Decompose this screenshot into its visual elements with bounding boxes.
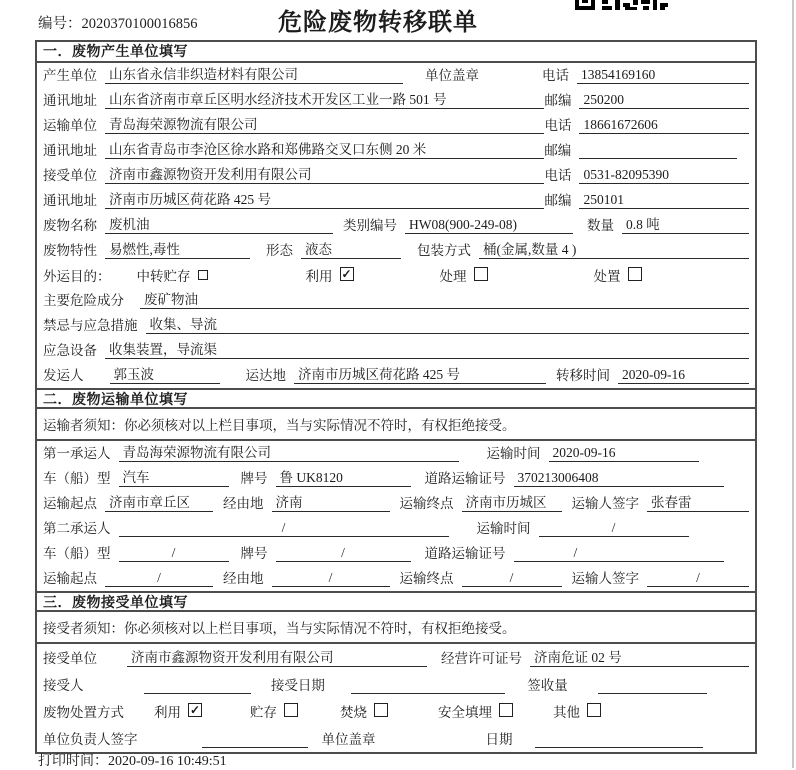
- row-hazard-component: [37, 288, 755, 313]
- producer-unit-label: 产生单位: [43, 68, 97, 83]
- receive-unit-value: 济南市鑫源物资开发利用有限公司: [127, 650, 427, 667]
- quantity-label: 数量: [587, 218, 614, 233]
- receiver-zip-value: 250101: [579, 192, 749, 209]
- row-receiver-person: [37, 671, 755, 698]
- receiver-person-label: 接受人: [43, 678, 84, 693]
- producer-zip-value: 250200: [579, 92, 749, 109]
- transfer-time-value: 2020-09-16: [618, 367, 749, 384]
- producer-unit-value: 山东省永信非织造材料有限公司: [105, 67, 403, 84]
- option-label: 安全填埋: [438, 704, 492, 720]
- option-label: 利用: [305, 268, 333, 284]
- row-waste-property: [37, 238, 755, 263]
- transport-purpose-label: 外运目的：: [43, 268, 111, 284]
- form-state-value: 液态: [301, 242, 401, 259]
- row-vehicle2: [37, 541, 755, 566]
- receiver-person-value: [144, 678, 251, 694]
- checkbox-mark: [629, 268, 641, 280]
- quantity-value: 0.8 吨: [622, 217, 749, 234]
- option-label: 中转贮存: [136, 268, 191, 284]
- transporter-zip-label: 邮编: [544, 143, 572, 158]
- transporter-phone-label: 电话: [544, 118, 572, 133]
- carrier-sign2-value: /: [647, 570, 749, 587]
- vehicle-type2-value: /: [119, 545, 229, 562]
- disposal-option-incinerate: [340, 701, 388, 721]
- qr-code-icon: [575, 0, 670, 11]
- row-waste-name: [37, 213, 755, 238]
- option-label: 焚烧: [340, 704, 367, 720]
- packaging-value: 桶(金属,数量 4 ): [479, 242, 749, 259]
- section2-header: 二．废物运输单位填写: [37, 388, 755, 409]
- destination-value: 济南市历城区荷花路 425 号: [294, 367, 546, 384]
- receive-date-label: 接受日期: [270, 678, 325, 693]
- destination-label: 运达地: [245, 368, 286, 383]
- receipt-amount-value: [598, 678, 707, 694]
- row-vehicle1: [37, 466, 755, 491]
- plate-no1-label: 牌号: [240, 471, 268, 486]
- option-label: 处理: [439, 268, 467, 284]
- row-emergency-equipment: [37, 338, 755, 363]
- hazard-component-label: 主要危险成分: [43, 293, 124, 308]
- transport-time2-label: 运输时间: [476, 521, 531, 536]
- checkbox-mark: ✓: [189, 702, 201, 717]
- receiver-phone-value: 0531-82095390: [579, 167, 749, 184]
- checkbox-disposal-incinerate: [374, 703, 388, 717]
- print-time-value: 2020-09-16 10:49:51: [108, 754, 227, 769]
- purpose-option-transfer-storage: [137, 265, 208, 285]
- plate-no2-label: 牌号: [240, 546, 268, 561]
- row-transporter-address: [37, 138, 755, 163]
- row-shipper: [37, 363, 755, 388]
- checkbox-dispose: [628, 267, 642, 281]
- date-value: [535, 732, 703, 748]
- via1-value: 济南: [272, 495, 390, 512]
- waste-property-value: 易燃性,毒性: [105, 242, 250, 259]
- checkbox-disposal-landfill: [499, 703, 513, 717]
- row-transporter-notice: [37, 409, 755, 441]
- row-receive-unit: [37, 644, 755, 671]
- origin1-value: 济南市章丘区: [105, 495, 213, 512]
- checkbox-treat: [474, 267, 488, 281]
- print-time: [38, 750, 227, 770]
- checkbox-disposal-utilize: [188, 703, 202, 717]
- via1-label: 经由地: [223, 496, 264, 511]
- responsible-sign-value: [202, 732, 308, 748]
- contraindication-label: 禁忌与应急措施: [43, 318, 138, 333]
- via2-value: /: [272, 570, 390, 587]
- producer-phone-value: 13854169160: [577, 67, 749, 84]
- date-label: 日期: [485, 732, 513, 747]
- transporter-unit-value: 青岛海荣源物流有限公司: [105, 117, 544, 134]
- category-no-label: 类别编号: [343, 218, 397, 233]
- carrier-sign1-label: 运输人签字: [571, 496, 639, 511]
- road-permit1-label: 道路运输证号: [424, 471, 506, 486]
- carrier-sign2-label: 运输人签字: [571, 571, 639, 586]
- transporter-address-label: 通讯地址: [43, 143, 97, 158]
- row-route2: [37, 566, 755, 591]
- page-title: 危险废物转移联单: [278, 10, 478, 36]
- row-second-carrier: [37, 516, 755, 541]
- second-carrier-value: /: [119, 520, 449, 537]
- manifest-form: [35, 40, 757, 754]
- receive-unit-label: 接受单位: [43, 651, 97, 666]
- transporter-address-value: 山东省青岛市李沧区徐水路和郑佛路交叉口东侧 20 米: [105, 142, 544, 159]
- origin2-label: 运输起点: [43, 571, 97, 586]
- option-label: 处置: [593, 268, 621, 284]
- producer-address-value: 山东省济南市章丘区明水经济技术开发区工业一路 501 号: [105, 92, 544, 109]
- hazard-component-value: 废矿物油: [140, 292, 749, 309]
- purpose-option-utilize: [306, 265, 354, 285]
- vehicle-type1-value: 汽车: [119, 470, 229, 487]
- via2-label: 经由地: [223, 571, 264, 586]
- disposal-option-landfill: [438, 701, 513, 721]
- row-producer-address: [37, 88, 755, 113]
- row-receiver-address: [37, 188, 755, 213]
- transporter-notice-text: 运输者须知：你必须核对以上栏目事项，当与实际情况不符时，有权拒绝接受。: [43, 418, 516, 433]
- disposal-method-label: 废物处置方式: [43, 704, 124, 720]
- option-label: 贮存: [250, 704, 277, 720]
- row-receiver-notice: [37, 612, 755, 644]
- waste-property-label: 废物特性: [43, 243, 97, 258]
- checkbox-mark: [475, 268, 487, 280]
- row-disposal-method: [37, 698, 755, 725]
- checkbox-mark: [500, 704, 512, 716]
- receiver-zip-label: 邮编: [544, 193, 572, 208]
- waste-name-label: 废物名称: [43, 218, 97, 233]
- unit-seal2-label: 单位盖章: [321, 732, 376, 747]
- checkbox-disposal-other: [587, 703, 601, 717]
- receiver-address-label: 通讯地址: [43, 193, 97, 208]
- row-transport-purpose: [37, 263, 755, 288]
- transporter-phone-value: 18661672606: [579, 117, 749, 134]
- carrier-sign1-value: 张春雷: [647, 495, 749, 512]
- receiver-address-value: 济南市历城区荷花路 425 号: [105, 192, 544, 209]
- checkbox-mark: [588, 704, 600, 716]
- road-permit1-value: 370213006408: [514, 470, 724, 487]
- shipper-label: 发运人: [43, 368, 84, 383]
- receiver-notice-text: 接受者须知：你必须核对以上栏目事项，当与实际情况不符时，有权拒绝接受。: [43, 621, 516, 636]
- emergency-equipment-value: 收集装置，导流渠: [105, 342, 749, 359]
- vehicle-type1-label: 车（船）型: [43, 471, 111, 486]
- purpose-option-dispose: [594, 265, 642, 285]
- plate-no2-value: /: [276, 545, 411, 562]
- disposal-option-store: [250, 701, 298, 721]
- license-no-value: 济南危证 02 号: [530, 650, 749, 667]
- emergency-equipment-label: 应急设备: [43, 343, 97, 358]
- checkbox-transfer-storage: [198, 270, 208, 280]
- checkbox-disposal-store: [284, 703, 298, 717]
- print-time-label: 打印时间：: [38, 754, 108, 769]
- terminal1-label: 运输终点: [399, 496, 454, 511]
- shipper-value: 郭玉波: [110, 367, 220, 384]
- section3-header: 三．废物接受单位填写: [37, 591, 755, 612]
- transporter-unit-label: 运输单位: [43, 118, 97, 133]
- row-contraindication: [37, 313, 755, 338]
- row-producer-unit: [37, 63, 755, 88]
- vehicle-type2-label: 车（船）型: [43, 546, 111, 561]
- disposal-option-utilize: [154, 701, 202, 721]
- transporter-zip-value: [579, 143, 737, 159]
- road-permit2-value: /: [514, 545, 724, 562]
- section1-header: 一．废物产生单位填写: [37, 42, 755, 63]
- purpose-option-treat: [440, 265, 488, 285]
- license-no-label: 经营许可证号: [441, 651, 522, 666]
- row-responsible-sign: [37, 725, 755, 752]
- second-carrier-label: 第二承运人: [43, 521, 111, 536]
- receiver-phone-label: 电话: [544, 168, 572, 183]
- category-no-value: HW08(900-249-08): [405, 217, 573, 234]
- plate-no1-value: 鲁 UK8120: [276, 470, 411, 487]
- receipt-amount-label: 签收量: [527, 678, 568, 693]
- producer-phone-label: 电话: [542, 68, 569, 83]
- receiver-unit-value: 济南市鑫源物资开发利用有限公司: [105, 167, 544, 184]
- checkbox-mark: [199, 271, 207, 279]
- row-first-carrier: [37, 441, 755, 466]
- transport-time1-label: 运输时间: [486, 446, 541, 461]
- disposal-option-other: [553, 701, 601, 721]
- checkbox-utilize: [340, 267, 354, 281]
- first-carrier-label: 第一承运人: [43, 446, 111, 461]
- receiver-unit-label: 接受单位: [43, 168, 97, 183]
- doc-number-label: 编号：: [38, 16, 82, 32]
- option-label: 其他: [553, 704, 580, 720]
- form-state-label: 形态: [266, 243, 293, 258]
- origin1-label: 运输起点: [43, 496, 97, 511]
- producer-zip-label: 邮编: [544, 93, 572, 108]
- first-carrier-value: 青岛海荣源物流有限公司: [119, 445, 459, 462]
- origin2-value: /: [105, 570, 213, 587]
- terminal2-value: /: [462, 570, 562, 587]
- producer-address-label: 通讯地址: [43, 93, 97, 108]
- terminal2-label: 运输终点: [399, 571, 454, 586]
- row-transporter-unit: [37, 113, 755, 138]
- contraindication-value: 收集、导流: [146, 317, 750, 334]
- row-receiver-unit: [37, 163, 755, 188]
- road-permit2-label: 道路运输证号: [424, 546, 506, 561]
- packaging-label: 包装方式: [417, 243, 471, 258]
- option-label: 利用: [154, 704, 181, 720]
- waste-name-value: 废机油: [105, 217, 333, 234]
- transfer-time-label: 转移时间: [556, 368, 610, 383]
- transport-time1-value: 2020-09-16: [549, 445, 699, 462]
- row-route1: [37, 491, 755, 516]
- unit-seal-label: 单位盖章: [425, 68, 479, 83]
- page-right-edge: [792, 0, 794, 768]
- checkbox-mark: ✓: [341, 266, 352, 281]
- checkbox-mark: [285, 704, 297, 716]
- terminal1-value: 济南市历城区: [462, 495, 562, 512]
- doc-number-value: 2020370100016856: [81, 16, 198, 32]
- receive-date-value: [351, 678, 505, 694]
- checkbox-mark: [375, 704, 387, 716]
- responsible-sign-label: 单位负责人签字: [43, 732, 138, 747]
- transport-time2-value: /: [539, 520, 689, 537]
